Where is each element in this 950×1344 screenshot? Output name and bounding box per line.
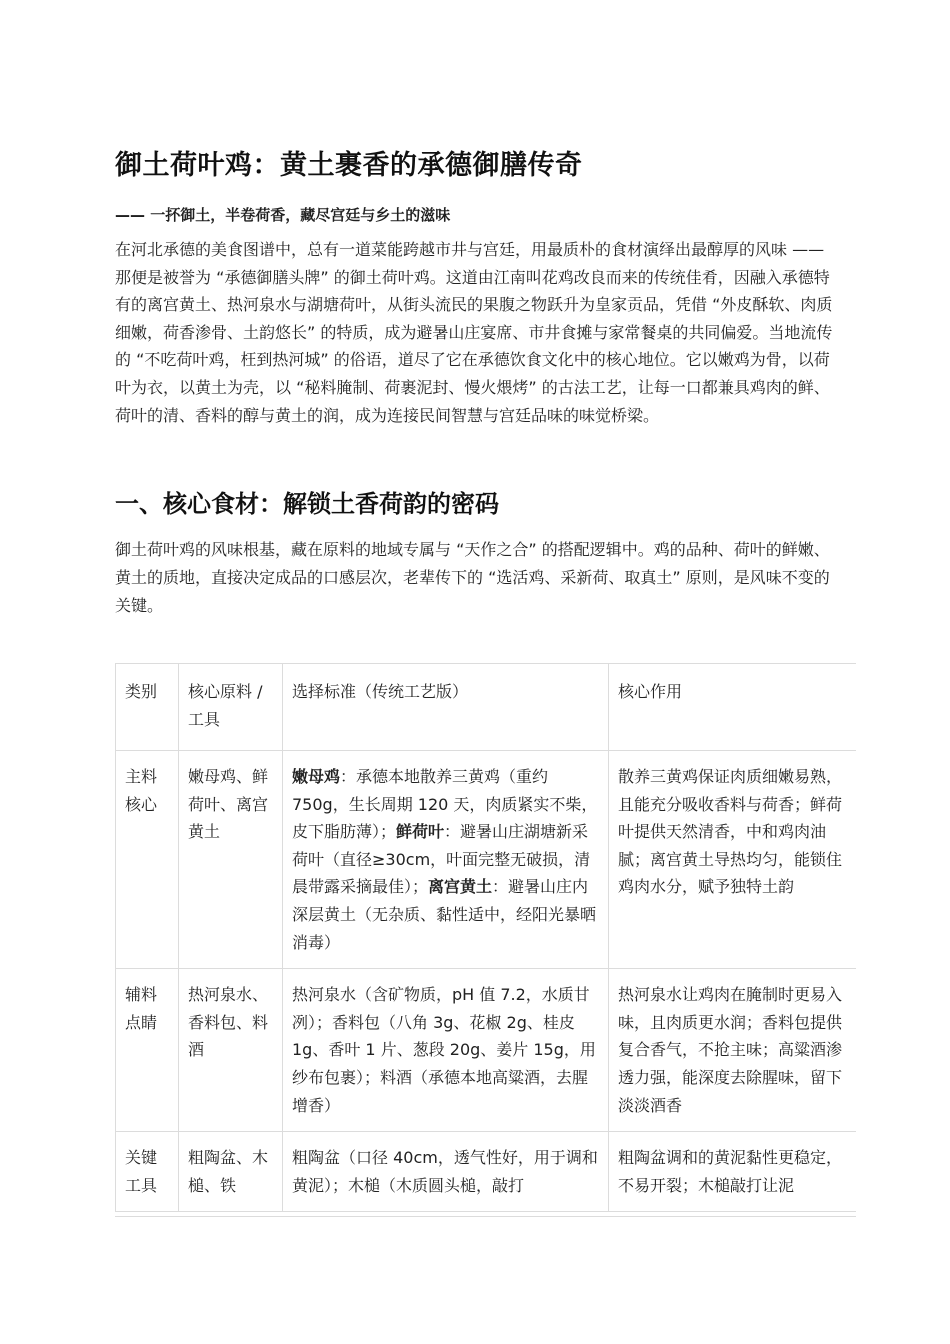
- table-header-row: [116, 664, 857, 751]
- bold-term: 离宫黄土: [428, 877, 493, 897]
- cell-items: 嫩母鸡、鲜荷叶、离宫黄土: [179, 751, 283, 969]
- cell-category: 关键工具: [116, 1132, 179, 1212]
- cell-role: 散养三黄鸡保证肉质细嫩易熟，且能充分吸收香料与荷香；鲜荷叶提供天然清香，中和鸡肉油腻；离宫黄土导热均匀，能锁住鸡肉水分，赋予独特土韵: [609, 751, 857, 969]
- cell-items: 热河泉水、香料包、料酒: [179, 969, 283, 1132]
- bold-term: 鲜荷叶: [396, 822, 445, 842]
- cell-standard: [283, 751, 609, 969]
- cell-standard: 粗陶盆（口径 40cm，透气性好，用于调和黄泥）；木槌（木质圆头槌，敲打: [283, 1132, 609, 1212]
- table-row: [116, 969, 857, 1132]
- cell-category: 辅料点睛: [116, 969, 179, 1132]
- cell-items: 粗陶盆、木槌、铁: [179, 1132, 283, 1212]
- cell-category: 主料核心: [116, 751, 179, 969]
- intro-paragraph: 在河北承德的美食图谱中，总有一道菜能跨越市井与宫廷，用最质朴的食材演绎出最醇厚的风味 —— 那便是被誉为 “承德御膳头牌” 的御土荷叶鸡。这道由江南叫花鸡改良而来的传统佳肴，因融入承德特有的离宫黄土、热河泉水与湖塘荷叶，从街头流民的果腹之物跃升为皇家贡品，凭借 “外皮酥软、肉质细嫩，荷香渗骨、土韵悠长” 的特质，成为避暑山庄宴席、市井食摊与家常餐桌的共同偏爱。当地流传的 “不吃荷叶鸡，枉到热河城” 的俗语，道尽了它在承德饮食文化中的核心地位。它以嫩鸡为骨，以荷叶为衣，以黄土为壳，以 “秘料腌制、荷裹泥封、慢火煨烤” 的古法工艺，让每一口都兼具鸡肉的鲜、荷叶的清、香料的醇与黄土的润，成为连接民间智慧与宫廷品味的味觉桥梁。: [115, 240, 833, 425]
- section-paragraph: 御土荷叶鸡的风味根基，藏在原料的地域专属与 “天作之合” 的搭配逻辑中。鸡的品种、荷叶的鲜嫩、黄土的质地，直接决定成品的口感层次，老辈传下的 “选活鸡、采新荷、取真土” 原则，是风味不变的关键。: [115, 540, 830, 615]
- section-heading: 一、核心食材：解锁土香荷韵的密码: [115, 490, 499, 518]
- table-row: [116, 751, 857, 969]
- ingredients-table-container: [115, 663, 856, 1217]
- header-category: 类别: [116, 664, 179, 751]
- term-description: ：避暑山庄湖塘新采荷叶（直径≥30cm，叶面完整无破损，清晨带露采摘最佳）；: [292, 822, 591, 897]
- cell-role: 热河泉水让鸡肉在腌制时更易入味，且肉质更水润；香料包提供复合香气，不抢主味；高粱酒渗透力强，能深度去除腥味，留下淡淡酒香: [609, 969, 857, 1132]
- header-items: 核心原料 / 工具: [179, 664, 283, 751]
- cell-role: 粗陶盆调和的黄泥黏性更稳定，不易开裂；木槌敲打让泥: [609, 1132, 857, 1212]
- cell-standard: 热河泉水（含矿物质，pH 值 7.2，水质甘冽）；香料包（八角 3g、花椒 2g、桂皮 1g、香叶 1 片、葱段 20g、姜片 15g，用纱布包裹）；料酒（承德本地高粱酒，去腥增香）: [283, 969, 609, 1132]
- bold-term: 嫩母鸡: [292, 767, 341, 786]
- table-row: [116, 1132, 857, 1212]
- document-subtitle: —— 一抔御土，半卷荷香，藏尽宫廷与乡土的滋味: [115, 206, 451, 224]
- header-standard: 选择标准（传统工艺版）: [283, 664, 609, 751]
- header-role: 核心作用: [609, 664, 857, 751]
- document-title: 御土荷叶鸡：黄土裹香的承德御膳传奇: [115, 150, 583, 181]
- term-description: ：避暑山庄内深层黄土（无杂质、黏性适中，经阳光暴晒消毒）: [292, 877, 597, 952]
- term-description: ：承德本地散养三黄鸡（重约 750g，生长周期 120 天，肉质紧实不柴，皮下脂肪薄）；: [292, 767, 598, 842]
- ingredients-table: [115, 663, 856, 1212]
